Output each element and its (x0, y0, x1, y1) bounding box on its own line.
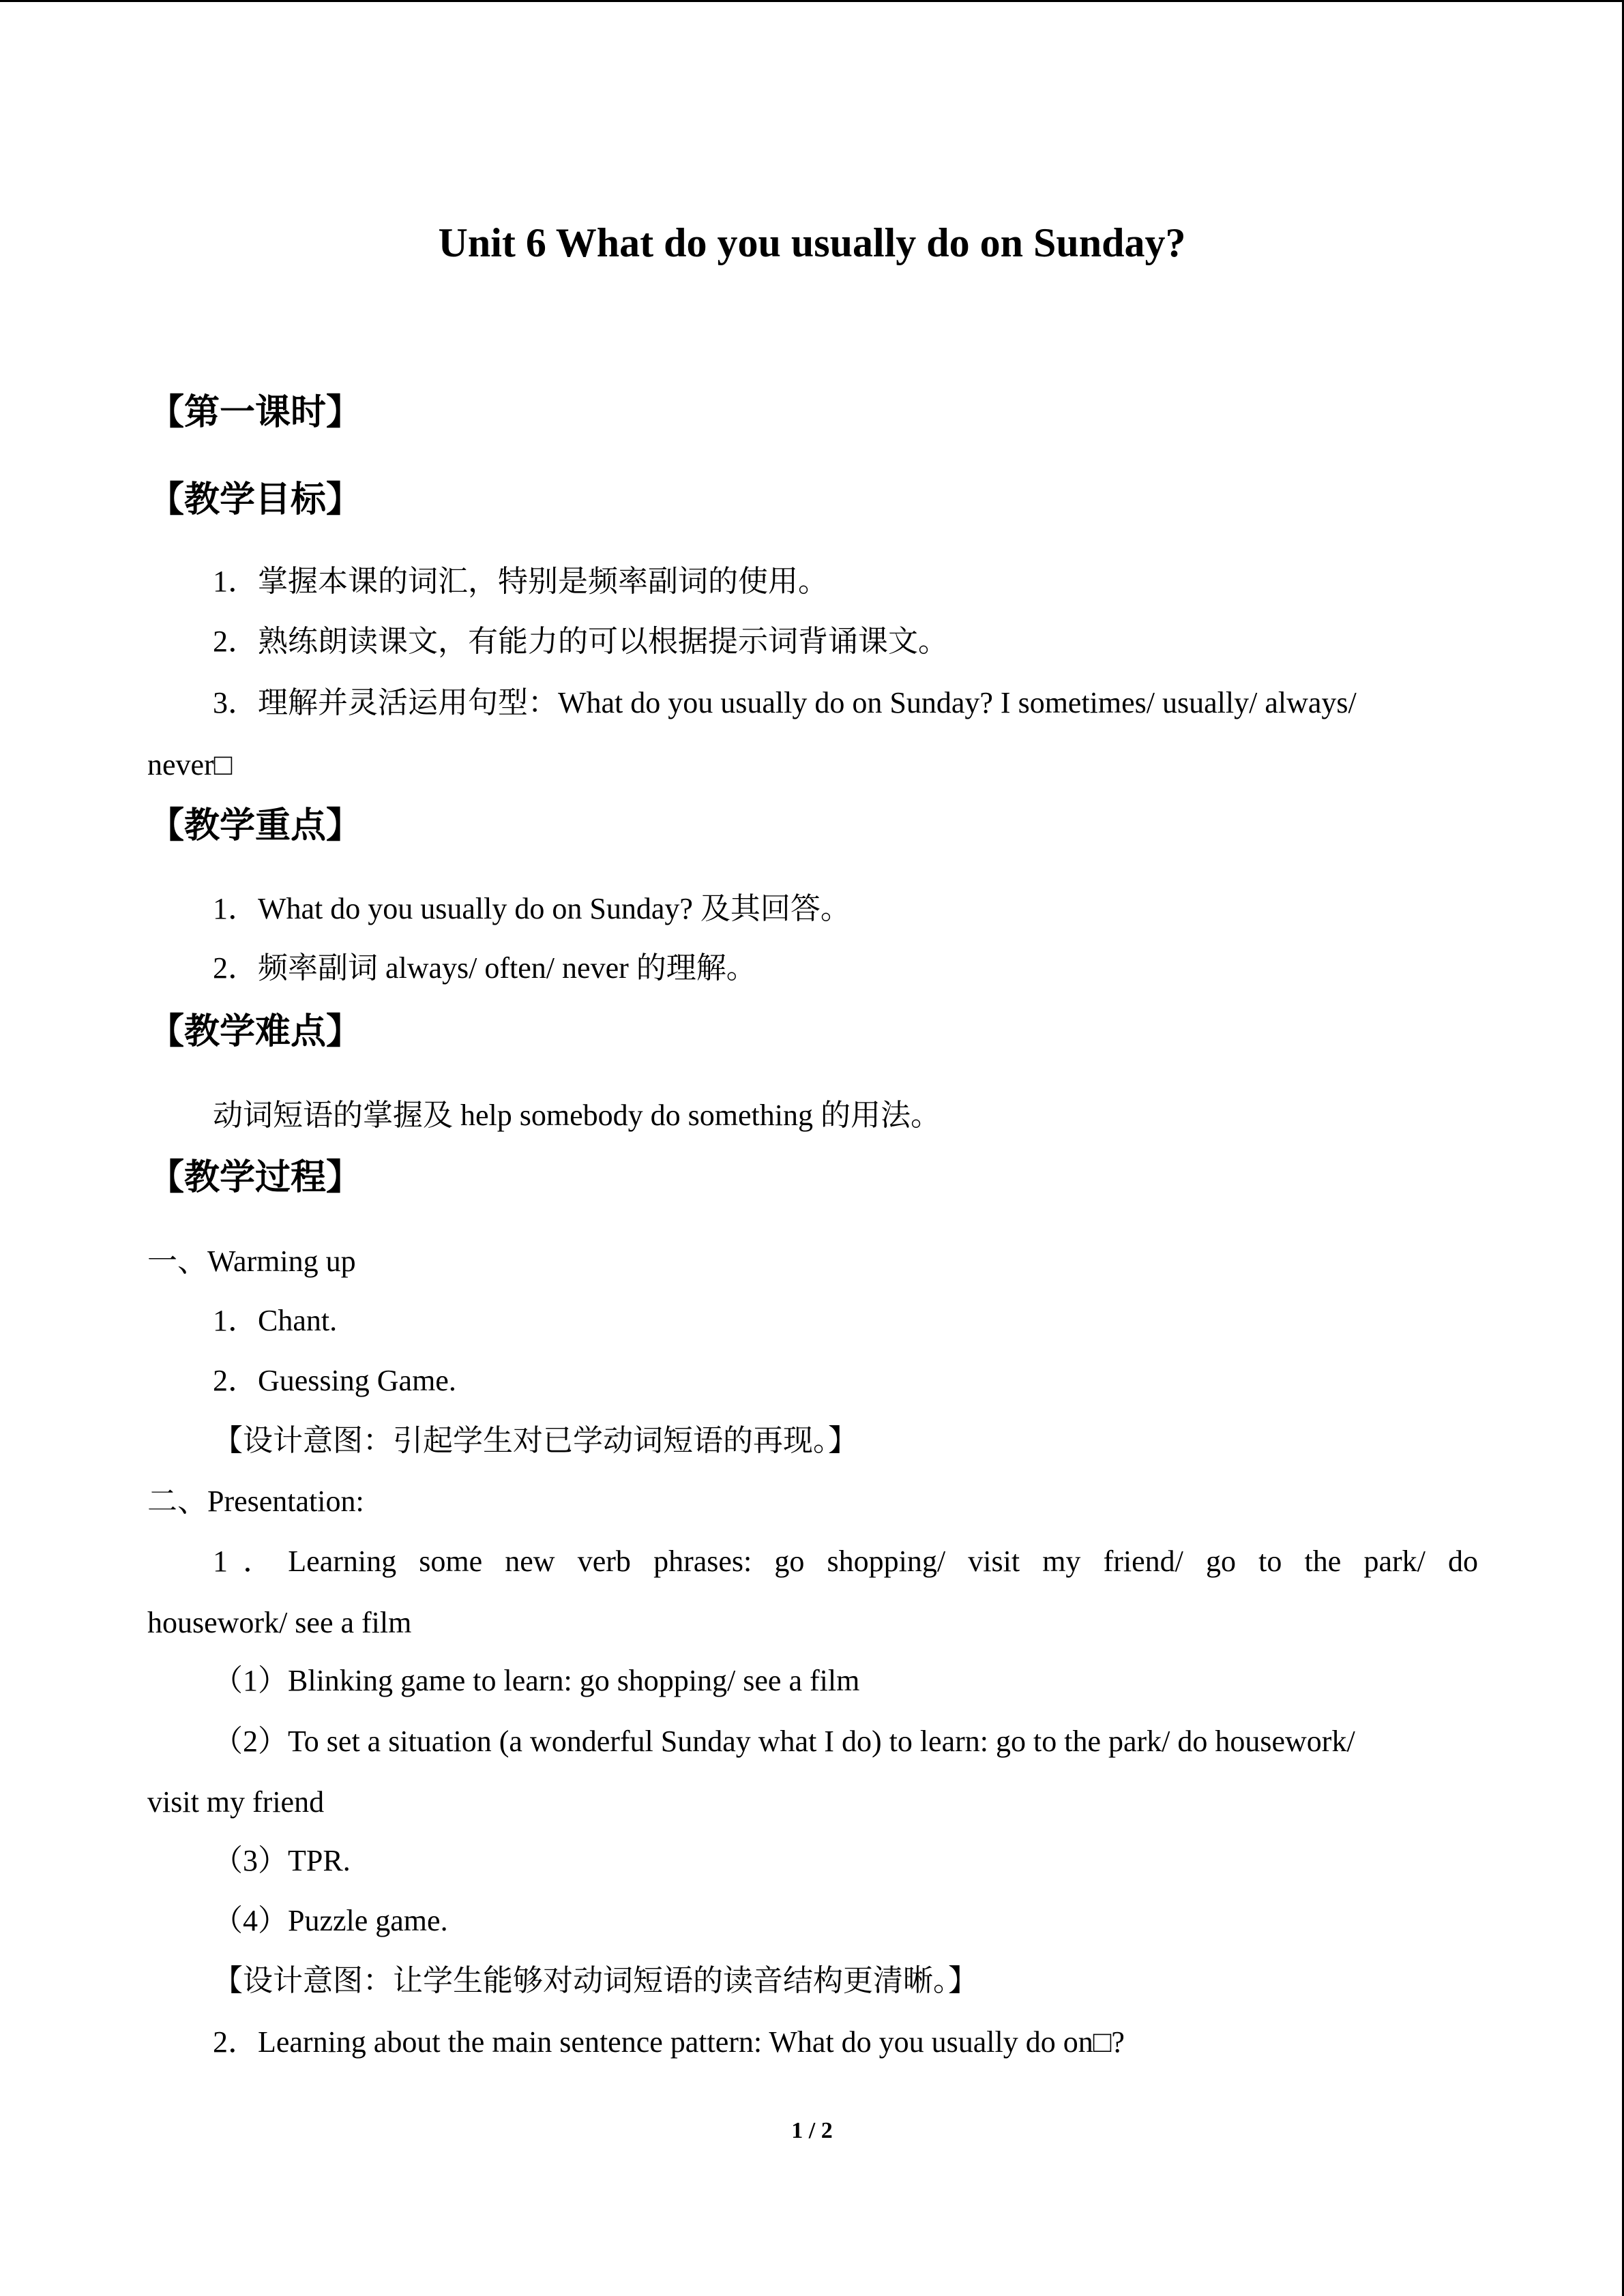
presentation-subitem: （2）To set a situation (a wonderful Sunday what I do) to learn: go to the park/ do housework/ (213, 1725, 1355, 1758)
presentation-item-continuation: housework/ see a film (147, 1606, 412, 1639)
presentation-item: 1．Learning some new verb phrases: go shopping/ visit my friend/ go to the park/ do (213, 1545, 1478, 1578)
difficulties-text: 动词短语的掌握及 help somebody do something 的用法。 (213, 1099, 941, 1132)
warmup-title: 一、Warming up (147, 1244, 356, 1278)
warmup-item: 2．Guessing Game. (213, 1364, 456, 1397)
difficulties-heading: 【教学难点】 (149, 1011, 362, 1052)
page-number: 1 / 2 (791, 2118, 833, 2143)
objective-item: 2．熟练朗读课文，有能力的可以根据提示词背诵课文。 (213, 625, 948, 658)
objective-item: 1．掌握本课的词汇，特别是频率副词的使用。 (213, 565, 828, 598)
warmup-item: 1．Chant. (213, 1304, 338, 1337)
lesson-heading: 【第一课时】 (149, 392, 362, 433)
presentation-subitem: （1）Blinking game to learn: go shopping/ see a film (213, 1664, 860, 1697)
process-heading: 【教学过程】 (149, 1157, 362, 1198)
presentation-subitem: （4）Puzzle game. (213, 1904, 448, 1937)
presentation-subitem: （3）TPR. (213, 1844, 351, 1877)
key-points-heading: 【教学重点】 (149, 805, 362, 846)
page-title: Unit 6 What do you usually do on Sunday? (438, 220, 1186, 265)
presentation-subitem-continuation: visit my friend (147, 1785, 325, 1819)
objective-item: 3．理解并灵活运用句型：What do you usually do on Sunday? I sometimes/ usually/ always/ (213, 686, 1357, 719)
objectives-heading: 【教学目标】 (149, 479, 362, 520)
objective-item-continuation: never□ (147, 748, 233, 781)
presentation-item: 2．Learning about the main sentence pattern: What do you usually do on□? (213, 2025, 1125, 2059)
page-top-border (0, 0, 1624, 2)
warmup-design-note: 【设计意图：引起学生对已学动词短语的再现。】 (213, 1423, 858, 1458)
key-point-item: 2．频率副词 always/ often/ never 的理解。 (213, 951, 756, 985)
presentation-title: 二、Presentation: (147, 1485, 364, 1518)
presentation-design-note: 【设计意图：让学生能够对动词短语的读音结构更清晰。】 (213, 1963, 978, 1998)
key-point-item: 1．What do you usually do on Sunday? 及其回答。 (213, 892, 851, 925)
